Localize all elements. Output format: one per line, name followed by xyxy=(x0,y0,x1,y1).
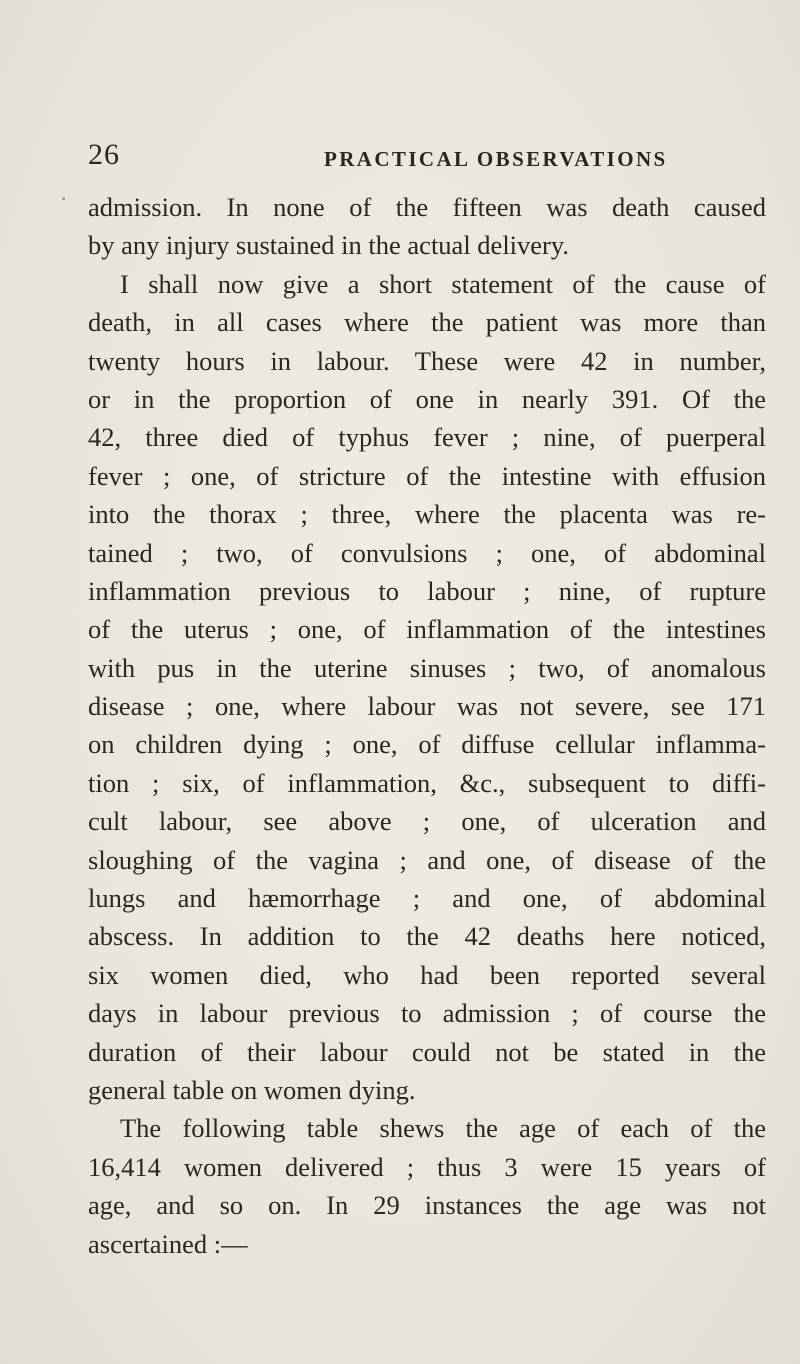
text-line: admission. In none of the fifteen was death caused xyxy=(88,192,766,222)
text-line: or in the proportion of one in nearly 391. Of the xyxy=(88,383,766,414)
text-line: of the uterus ; one, of inflammation of the intestines xyxy=(88,614,766,645)
text-line: inflammation previous to labour ; nine, of rupture xyxy=(88,575,766,606)
text-line: ascertained :— xyxy=(88,1228,248,1259)
body-text xyxy=(88,188,766,1263)
text-line: duration of their labour could not be stated in the xyxy=(88,1036,766,1067)
text-line: by any injury sustained in the actual delivery. xyxy=(88,230,570,261)
text-line: twenty hours in labour. These were 42 in number, xyxy=(88,345,766,376)
text-line: six women died, who had been reported several xyxy=(88,959,766,990)
text-line: age, and so on. In 29 instances the age was not xyxy=(88,1190,766,1221)
text-line: into the thorax ; three, where the placenta was re- xyxy=(88,499,766,530)
text-line: sloughing of the vagina ; and one, of disease of the xyxy=(88,844,766,875)
text-line: death, in all cases where the patient was more than xyxy=(88,307,766,338)
running-title: PRACTICAL OBSERVATIONS xyxy=(324,147,668,171)
text-line: on children dying ; one, of diffuse cellular inflamma- xyxy=(88,729,766,760)
text-line: general table on women dying. xyxy=(88,1074,416,1105)
text-line: lungs and hæmorrhage ; and one, of abdominal xyxy=(88,883,766,914)
text-line: days in labour previous to admission ; of course the xyxy=(88,998,766,1029)
margin-speck: · xyxy=(60,186,68,211)
text-line: tained ; two, of convulsions ; one, of abdominal xyxy=(88,537,766,568)
text-line: with pus in the uterine sinuses ; two, of anomalous xyxy=(88,652,766,683)
text-line: cult labour, see above ; one, of ulceration and xyxy=(88,806,766,837)
page-header xyxy=(88,138,778,178)
page-number: 26 xyxy=(88,138,120,171)
text-line: The following table shews the age of each of the xyxy=(120,1113,766,1144)
text-line: abscess. In addition to the 42 deaths here noticed, xyxy=(88,921,766,952)
text-line: 42, three died of typhus fever ; nine, of puerperal xyxy=(88,422,766,453)
text-line: I shall now give a short statement of the cause of xyxy=(120,268,766,299)
text-line: disease ; one, where labour was not severe, see 171 xyxy=(88,691,766,722)
text-line: fever ; one, of stricture of the intestine with effusion xyxy=(88,460,766,491)
text-line: tion ; six, of inflammation, &c., subsequent to diffi- xyxy=(88,767,766,798)
text-line: 16,414 women delivered ; thus 3 were 15 years of xyxy=(88,1151,766,1182)
